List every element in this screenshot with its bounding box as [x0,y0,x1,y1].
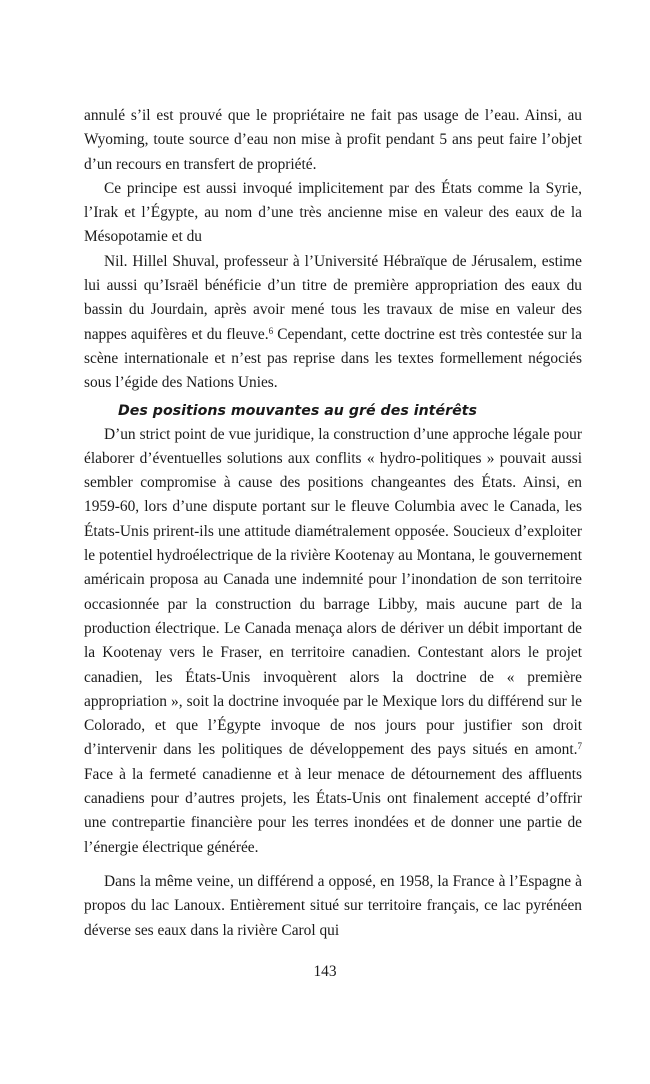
paragraph-3-text: Nil. Hillel Shuval, professeur à l’Université Hébraïque de Jérusalem, estime lui aussi qu’Israël bénéficie d’un titre de première appropriation des eaux du bassin du Jourdain, après avoir mené tous les travaux de mise en valeur des nappes aquifères et du fleuve. [84,252,582,343]
page-body [84,104,582,943]
paragraph-5: Dans la même veine, un différend a opposé, en 1958, la France à l’Espagne à propos du lac Lanoux. Entièrement situé sur territoire français, ce lac pyrénéen déverse ses eaux dans la rivière Carol qui [84,872,582,939]
paragraph-4-text: D’un strict point de vue juridique, la construction d’une approche légale pour élaborer d’éventuelles solutions aux conflits « hydro-politiques » pouvait aussi sembler compromise à cause des positions changeantes des États. Ainsi, en 1959-60, lors d’une dispute portant sur le fleuve Columbia avec le Canada, les États-Unis prirent-ils une attitude diamétralement opposée. Soucieux d’exploiter le potentiel hydroélectrique de la rivière Kootenay au Montana, le gouvernement américain proposa au Canada une indemnité pour l’inondation de son territoire occasionnée par la construction du barrage Libby, mais aucune part de la production électrique. Le Canada menaça alors de dériver un débit important de la Kootenay vers le Fraser, en territoire canadien. Contestant alors le projet canadien, les États-Unis invoquèrent alors la doctrine de « première appropriation », soit la doctrine invoquée par le Mexique lors du différend sur le Colorado, et que l’Égypte invoque de nos jours pour justifier son droit d’intervenir dans les politiques de développement des pays situés en amont. [84,425,582,759]
page-number: 143 [313,963,337,980]
section-heading: Des positions mouvantes au gré des intérêts [118,402,477,419]
footnote-ref-7[interactable]: 7 [577,741,582,752]
paragraph-3-text-continued: Cependant, cette doctrine est très contestée sur la scène internationale et n’est pas reprise dans les textes formellement négociés sous l’égide des Nations Unies. [84,325,582,392]
paragraph-2: Ce principe est aussi invoqué implicitement par des États comme la Syrie, l’Irak et l’Égypte, au nom d’une très ancienne mise en valeur des eaux de la Mésopotamie et du [84,179,582,246]
paragraph-1: annulé s’il est prouvé que le propriétaire ne fait pas usage de l’eau. Ainsi, au Wyoming, toute source d’eau non mise à profit pendant 5 ans peut faire l’objet d’un recours en transfert de propriété. [84,107,582,173]
paragraph-3 [84,250,582,396]
footnote-ref-6[interactable]: 6 [268,325,274,336]
paragraph-4-text-continued: Face à la fermeté canadienne et à leur menace de détournement des affluents canadiens pour d’autres projets, les États-Unis ont finalement accepté d’offrir une contrepartie financière pour les terres inondées et de donner une partie de l’énergie électrique générée. [84,765,582,856]
paragraph-4 [84,423,582,860]
